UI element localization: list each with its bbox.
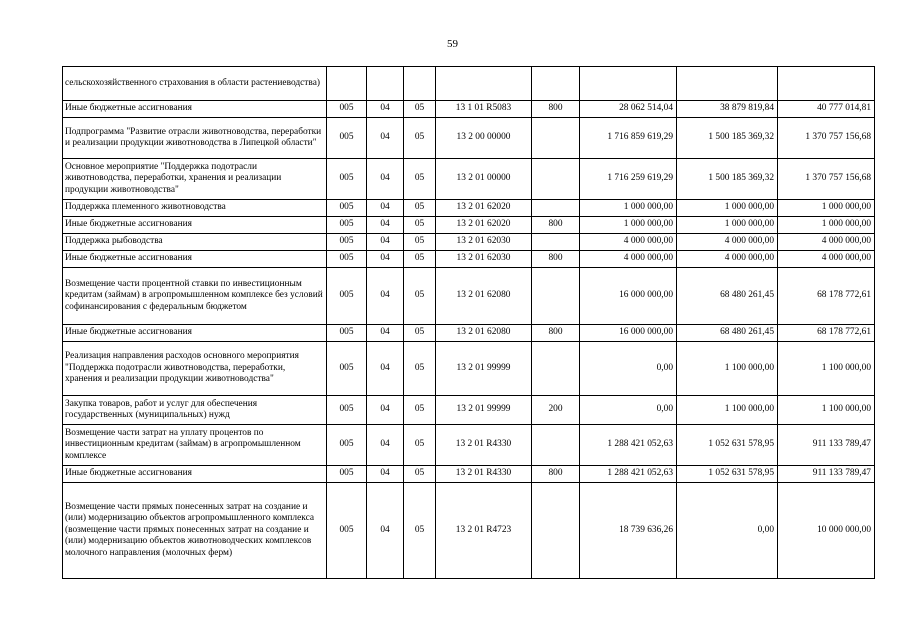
amount-year-3: 1 100 000,00: [778, 396, 875, 425]
amount-year-3: 10 000 000,00: [778, 483, 875, 579]
amount-year-2: 1 500 185 369,32: [677, 159, 778, 200]
expense-type-code: [532, 483, 580, 579]
item-name: Иные бюджетные ассигнования: [63, 101, 327, 118]
item-name: Иные бюджетные ассигнования: [63, 325, 327, 342]
target-article-code: 13 2 01 62030: [436, 251, 532, 268]
ministry-code: 005: [327, 217, 367, 234]
ministry-code: [327, 67, 367, 101]
target-article-code: 13 2 01 62020: [436, 217, 532, 234]
target-article-code: 13 2 01 62020: [436, 200, 532, 217]
amount-year-3: 4 000 000,00: [778, 234, 875, 251]
section-code: [367, 67, 404, 101]
amount-year-2: 1 100 000,00: [677, 396, 778, 425]
amount-year-2: 38 879 819,84: [677, 101, 778, 118]
amount-year-1: 16 000 000,00: [580, 325, 677, 342]
subsection-code: [404, 67, 436, 101]
amount-year-2: 1 100 000,00: [677, 342, 778, 396]
item-name: Возмещение части затрат на уплату процентов по инвестиционным кредитам (займам) в агропромышленном комплексе: [63, 425, 327, 466]
item-name: Возмещение части процентной ставки по инвестиционным кредитам (займам) в агропромышленном комплексе без условий софинансирования с федеральным бюджетом: [63, 268, 327, 325]
amount-year-1: 28 062 514,04: [580, 101, 677, 118]
expense-type-code: 800: [532, 217, 580, 234]
amount-year-2: 0,00: [677, 483, 778, 579]
amount-year-1: 18 739 636,26: [580, 483, 677, 579]
section-code: 04: [367, 396, 404, 425]
table-row: [63, 217, 875, 234]
subsection-code: 05: [404, 342, 436, 396]
item-name: сельскохозяйственного страхования в области растениеводства): [63, 67, 327, 101]
table-row: [63, 466, 875, 483]
subsection-code: 05: [404, 425, 436, 466]
item-name: Реализация направления расходов основного мероприятия "Поддержка подотрасли животноводства, переработки, хранения и реализации продукции животноводства": [63, 342, 327, 396]
target-article-code: 13 2 01 R4330: [436, 466, 532, 483]
subsection-code: 05: [404, 234, 436, 251]
table-row: [63, 118, 875, 159]
amount-year-1: 1 716 259 619,29: [580, 159, 677, 200]
amount-year-3: [778, 67, 875, 101]
target-article-code: 13 1 01 R5083: [436, 101, 532, 118]
ministry-code: 005: [327, 268, 367, 325]
item-name: Иные бюджетные ассигнования: [63, 251, 327, 268]
expense-type-code: [532, 67, 580, 101]
ministry-code: 005: [327, 101, 367, 118]
amount-year-3: 1 100 000,00: [778, 342, 875, 396]
table-row: [63, 67, 875, 101]
item-name: Основное мероприятие "Поддержка подотрасли животноводства, переработки, хранения и реализации продукции животноводства": [63, 159, 327, 200]
subsection-code: 05: [404, 325, 436, 342]
subsection-code: 05: [404, 483, 436, 579]
amount-year-2: 1 500 185 369,32: [677, 118, 778, 159]
table-row: [63, 268, 875, 325]
amount-year-1: 1 000 000,00: [580, 217, 677, 234]
amount-year-3: 911 133 789,47: [778, 425, 875, 466]
item-name: Подпрограмма "Развитие отрасли животноводства, переработки и реализации продукции животноводства в Липецкой области": [63, 118, 327, 159]
amount-year-3: 68 178 772,61: [778, 325, 875, 342]
amount-year-3: 1 370 757 156,68: [778, 118, 875, 159]
subsection-code: 05: [404, 396, 436, 425]
target-article-code: [436, 67, 532, 101]
section-code: 04: [367, 217, 404, 234]
subsection-code: 05: [404, 101, 436, 118]
ministry-code: 005: [327, 159, 367, 200]
subsection-code: 05: [404, 251, 436, 268]
subsection-code: 05: [404, 200, 436, 217]
budget-table: [62, 66, 875, 579]
table-body: [63, 67, 875, 579]
section-code: 04: [367, 268, 404, 325]
item-name: Закупка товаров, работ и услуг для обеспечения государственных (муниципальных) нужд: [63, 396, 327, 425]
subsection-code: 05: [404, 466, 436, 483]
table-row: [63, 425, 875, 466]
section-code: 04: [367, 483, 404, 579]
amount-year-2: 4 000 000,00: [677, 234, 778, 251]
ministry-code: 005: [327, 200, 367, 217]
expense-type-code: 200: [532, 396, 580, 425]
target-article-code: 13 2 01 R4330: [436, 425, 532, 466]
section-code: 04: [367, 251, 404, 268]
amount-year-1: 1 000 000,00: [580, 200, 677, 217]
amount-year-1: 0,00: [580, 342, 677, 396]
subsection-code: 05: [404, 159, 436, 200]
table-row: [63, 342, 875, 396]
page-number: 59: [447, 38, 458, 50]
amount-year-1: 4 000 000,00: [580, 251, 677, 268]
expense-type-code: 800: [532, 251, 580, 268]
ministry-code: 005: [327, 425, 367, 466]
ministry-code: 005: [327, 342, 367, 396]
amount-year-2: 1 000 000,00: [677, 217, 778, 234]
amount-year-2: 1 000 000,00: [677, 200, 778, 217]
amount-year-2: 68 480 261,45: [677, 268, 778, 325]
table-row: [63, 483, 875, 579]
amount-year-1: 16 000 000,00: [580, 268, 677, 325]
ministry-code: 005: [327, 118, 367, 159]
section-code: 04: [367, 234, 404, 251]
amount-year-2: 4 000 000,00: [677, 251, 778, 268]
target-article-code: 13 2 00 00000: [436, 118, 532, 159]
amount-year-3: 1 370 757 156,68: [778, 159, 875, 200]
target-article-code: 13 2 01 99999: [436, 396, 532, 425]
expense-type-code: 800: [532, 101, 580, 118]
section-code: 04: [367, 159, 404, 200]
target-article-code: 13 2 01 R4723: [436, 483, 532, 579]
section-code: 04: [367, 342, 404, 396]
amount-year-2: 68 480 261,45: [677, 325, 778, 342]
target-article-code: 13 2 01 99999: [436, 342, 532, 396]
expense-type-code: 800: [532, 325, 580, 342]
expense-type-code: [532, 159, 580, 200]
expense-type-code: 800: [532, 466, 580, 483]
table-row: [63, 101, 875, 118]
amount-year-1: 0,00: [580, 396, 677, 425]
ministry-code: 005: [327, 483, 367, 579]
amount-year-3: 1 000 000,00: [778, 200, 875, 217]
ministry-code: 005: [327, 466, 367, 483]
table-row: [63, 200, 875, 217]
target-article-code: 13 2 01 62080: [436, 268, 532, 325]
amount-year-1: [580, 67, 677, 101]
amount-year-1: 1 716 859 619,29: [580, 118, 677, 159]
section-code: 04: [367, 425, 404, 466]
expense-type-code: [532, 200, 580, 217]
amount-year-3: 911 133 789,47: [778, 466, 875, 483]
subsection-code: 05: [404, 268, 436, 325]
table-row: [63, 325, 875, 342]
expense-type-code: [532, 234, 580, 251]
target-article-code: 13 2 01 62080: [436, 325, 532, 342]
item-name: Поддержка рыбоводства: [63, 234, 327, 251]
item-name: Иные бюджетные ассигнования: [63, 466, 327, 483]
amount-year-1: 1 288 421 052,63: [580, 466, 677, 483]
amount-year-2: 1 052 631 578,95: [677, 425, 778, 466]
section-code: 04: [367, 466, 404, 483]
table-row: [63, 251, 875, 268]
table-row: [63, 396, 875, 425]
amount-year-3: 68 178 772,61: [778, 268, 875, 325]
item-name: Возмещение части прямых понесенных затрат на создание и (или) модернизацию объектов агропромышленного комплекса (возмещение части прямых понесенных затрат на создание и (или) модернизацию объектов животноводческих комплексов молочного направления (молочных ферм): [63, 483, 327, 579]
amount-year-3: 1 000 000,00: [778, 217, 875, 234]
section-code: 04: [367, 200, 404, 217]
ministry-code: 005: [327, 325, 367, 342]
amount-year-3: 40 777 014,81: [778, 101, 875, 118]
subsection-code: 05: [404, 217, 436, 234]
expense-type-code: [532, 425, 580, 466]
section-code: 04: [367, 325, 404, 342]
amount-year-1: 1 288 421 052,63: [580, 425, 677, 466]
section-code: 04: [367, 101, 404, 118]
amount-year-1: 4 000 000,00: [580, 234, 677, 251]
ministry-code: 005: [327, 234, 367, 251]
expense-type-code: [532, 268, 580, 325]
expense-type-code: [532, 118, 580, 159]
item-name: Поддержка племенного животноводства: [63, 200, 327, 217]
expense-type-code: [532, 342, 580, 396]
table-row: [63, 159, 875, 200]
amount-year-2: 1 052 631 578,95: [677, 466, 778, 483]
amount-year-2: [677, 67, 778, 101]
ministry-code: 005: [327, 251, 367, 268]
section-code: 04: [367, 118, 404, 159]
item-name: Иные бюджетные ассигнования: [63, 217, 327, 234]
amount-year-3: 4 000 000,00: [778, 251, 875, 268]
table-row: [63, 234, 875, 251]
subsection-code: 05: [404, 118, 436, 159]
target-article-code: 13 2 01 00000: [436, 159, 532, 200]
ministry-code: 005: [327, 396, 367, 425]
target-article-code: 13 2 01 62030: [436, 234, 532, 251]
